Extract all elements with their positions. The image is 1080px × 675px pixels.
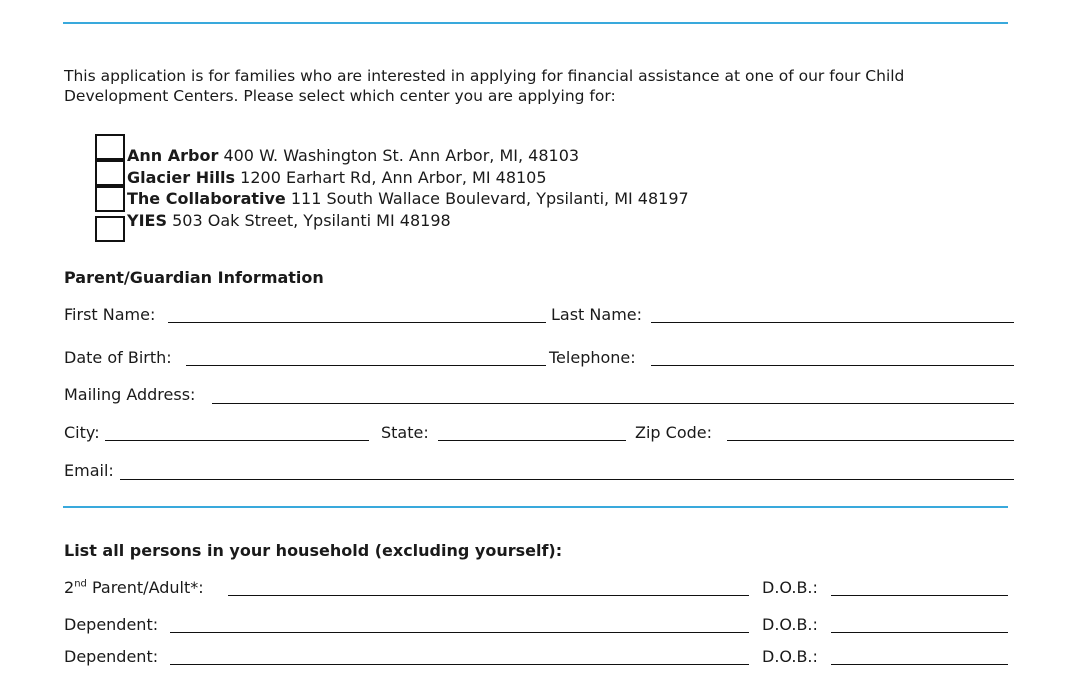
dependent-dob-field-1[interactable]	[831, 632, 1008, 633]
last-name-field[interactable]	[651, 322, 1014, 323]
second-parent-dob-label: D.O.B.:	[762, 578, 818, 597]
telephone-field[interactable]	[651, 365, 1014, 366]
checkbox-yies[interactable]	[95, 216, 125, 242]
mailing-address-label: Mailing Address:	[64, 385, 196, 404]
mid-divider	[63, 506, 1008, 508]
zip-field[interactable]	[727, 440, 1014, 441]
second-parent-prefix: 2	[64, 578, 75, 597]
last-name-label: Last Name:	[551, 305, 643, 324]
second-parent-field[interactable]	[228, 595, 749, 596]
first-name-field[interactable]	[168, 322, 546, 323]
center-name: Ann Arbor	[127, 146, 219, 165]
household-section-heading: List all persons in your household (excluding yourself):	[64, 541, 563, 560]
center-name: Glacier Hills	[127, 167, 236, 187]
center-address: 400 W. Washington St. Ann Arbor, MI, 48103	[223, 146, 580, 165]
center-collaborative	[127, 188, 689, 210]
second-parent-label	[64, 578, 204, 597]
checkbox-collaborative[interactable]	[95, 186, 125, 212]
checkbox-glacier-hills[interactable]	[95, 160, 125, 186]
center-name: The Collaborative	[127, 189, 286, 208]
dependent-field-1[interactable]	[170, 632, 749, 633]
center-glacier-hills	[127, 167, 689, 189]
center-yies	[127, 210, 689, 232]
dependent-dob-label-2: D.O.B.:	[762, 647, 818, 666]
checkbox-ann-arbor[interactable]	[95, 134, 125, 160]
dob-label: Date of Birth:	[64, 348, 172, 367]
zip-label: Zip Code:	[635, 423, 712, 442]
dependent-label-1: Dependent:	[64, 615, 159, 634]
email-field[interactable]	[120, 479, 1014, 480]
dependent-dob-field-2[interactable]	[831, 664, 1008, 665]
second-parent-rest: Parent/Adult*:	[86, 578, 204, 597]
state-label: State:	[381, 423, 429, 442]
intro-paragraph: This application is for families who are interested in applying for financial assistance at one of our four Child Development Centers. Please select which center you are applying for:	[64, 67, 905, 105]
city-field[interactable]	[105, 440, 369, 441]
telephone-label: Telephone:	[549, 348, 636, 367]
center-name: YIES	[127, 210, 167, 230]
dob-field[interactable]	[186, 365, 546, 366]
state-field[interactable]	[438, 440, 626, 441]
center-address: 1200 Earhart Rd, Ann Arbor, MI 48105	[240, 167, 547, 187]
email-label: Email:	[64, 461, 114, 480]
center-ann-arbor	[127, 145, 689, 167]
second-parent-dob-field[interactable]	[831, 595, 1008, 596]
center-list	[127, 145, 689, 231]
dependent-field-2[interactable]	[170, 664, 749, 665]
second-parent-sup: nd	[74, 578, 87, 590]
center-address: 503 Oak Street, Ypsilanti MI 48198	[172, 210, 451, 230]
parent-section-heading: Parent/Guardian Information	[64, 268, 324, 287]
dependent-dob-label-1: D.O.B.:	[762, 615, 818, 634]
center-address: 111 South Wallace Boulevard, Ypsilanti, MI 48197	[290, 189, 689, 208]
dependent-label-2: Dependent:	[64, 647, 159, 666]
top-divider	[63, 22, 1008, 24]
mailing-address-field[interactable]	[212, 403, 1014, 404]
first-name-label: First Name:	[64, 305, 156, 324]
city-label: City:	[64, 423, 100, 442]
